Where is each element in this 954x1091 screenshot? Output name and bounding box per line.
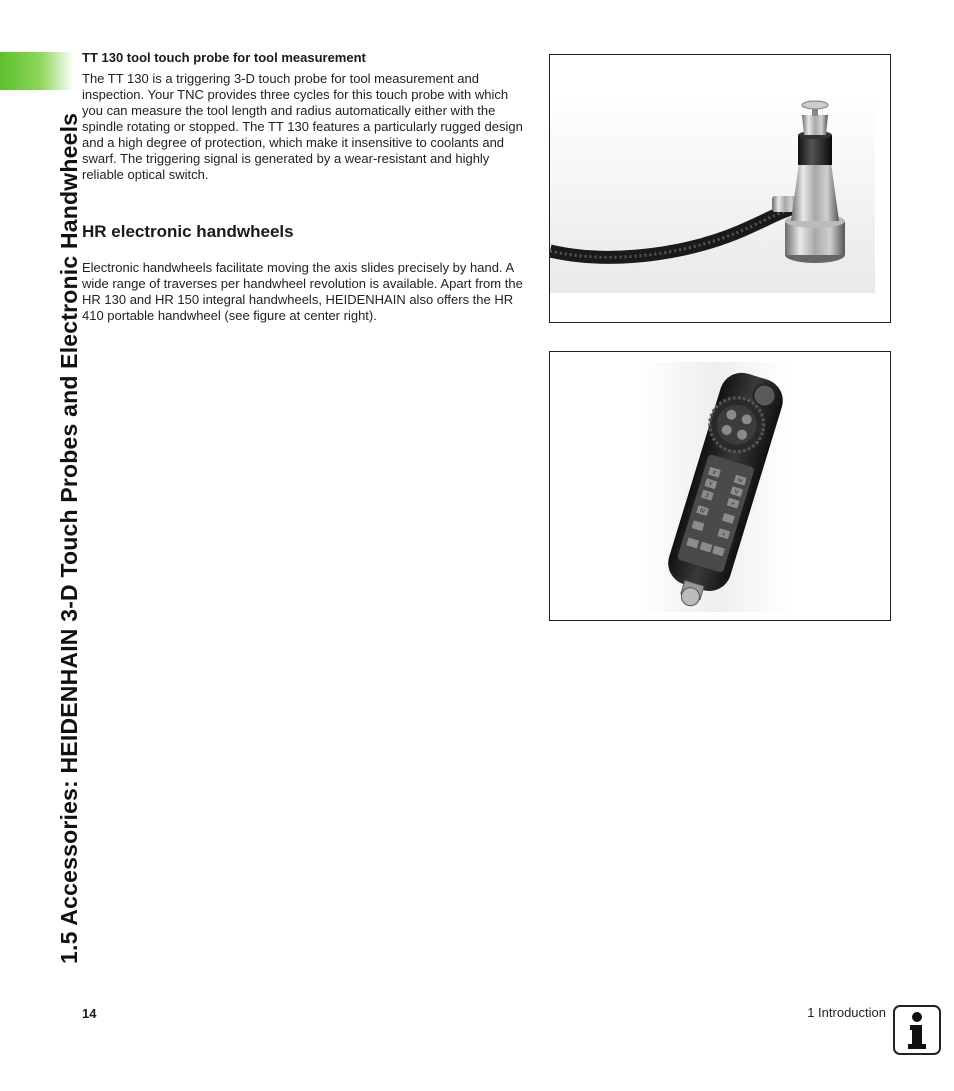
tt130-probe-image: [550, 55, 890, 322]
key-label-plus-2: +: [720, 531, 727, 539]
key-label-iv-left: IV: [699, 507, 706, 516]
hr410-handwheel-image: [550, 352, 890, 620]
key-label-y: Y: [708, 481, 713, 488]
key-label-z: Z: [704, 492, 710, 500]
info-icon: [893, 1005, 941, 1055]
tt130-figure: [549, 54, 891, 323]
hr410-figure: [549, 351, 891, 621]
main-text-column: [82, 50, 526, 324]
page-number: 14: [82, 1006, 97, 1021]
hr-heading: HR electronic handwheels: [82, 222, 294, 241]
chapter-side-title: 1.5 Accessories: HEIDENHAIN 3-D Touch Probes and Electronic Handwheels: [56, 112, 82, 964]
chapter-tab-marker: [0, 52, 74, 90]
tt130-heading: TT 130 tool touch probe for tool measurement: [82, 50, 366, 65]
key-label-iv-right: IV: [736, 477, 744, 485]
hr-body: Electronic handwheels facilitate moving the axis slides precisely by hand. A wide range of traverses per handwheel revolution is available. Apart from the HR 130 and HR 150 integral handwheels, HEIDENHAIN also offers the HR 410 portable handwheel (see figure at center right).: [82, 260, 523, 323]
tt130-body: The TT 130 is a triggering 3-D touch probe for tool measurement and inspection. Your TNC provides three cycles for this touch probe with which you can measure the tool length and radius automatically either with the spindle rotating or stopped. The TT 130 features a particularly rugged design and a high degree of protection, which make it insensitive to coolants and swarf. The triggering signal is generated by a wear-resistant and highly reliable optical switch.: [82, 71, 523, 182]
chapter-label: 1 Introduction: [807, 1005, 886, 1020]
key-label-x: X: [711, 469, 717, 477]
key-label-plus: +: [729, 500, 736, 508]
key-label-v: V: [733, 489, 739, 496]
